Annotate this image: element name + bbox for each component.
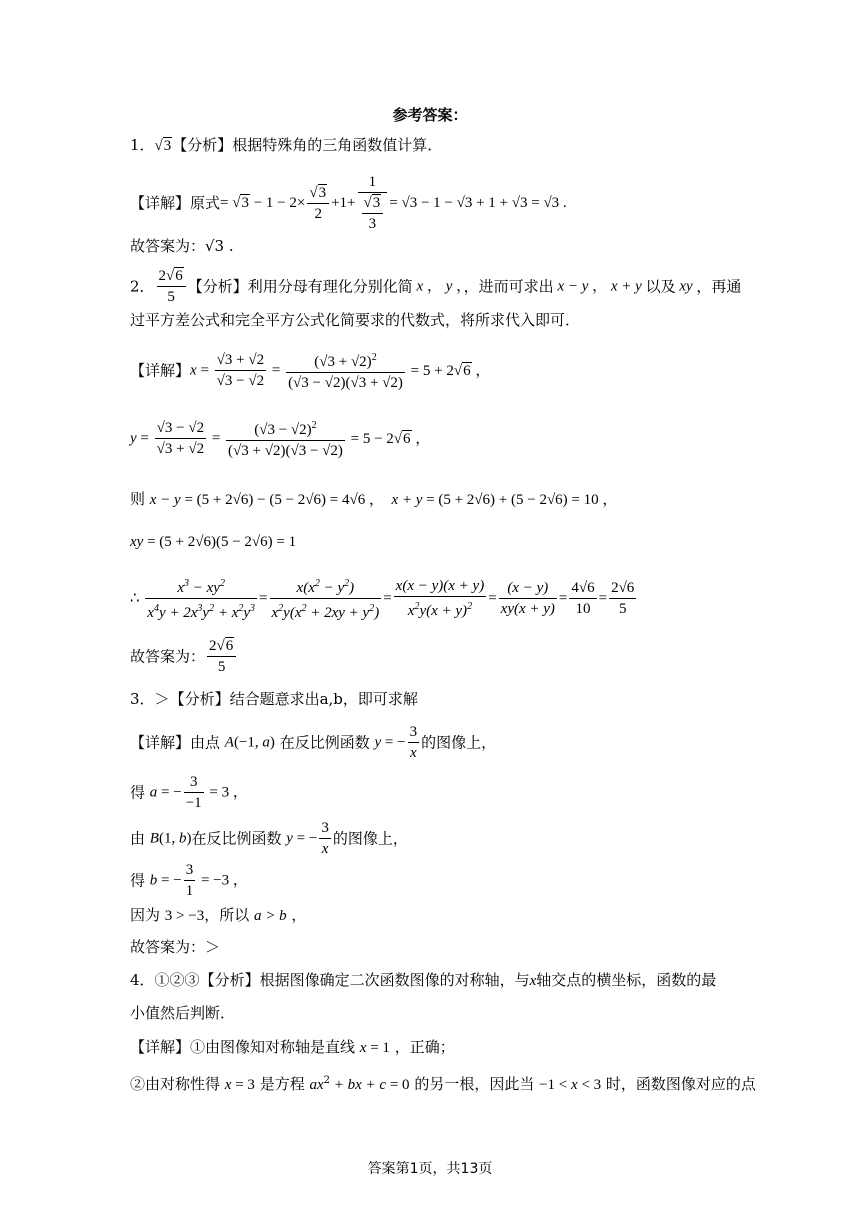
q3-detail-4: 得 b = − $\frac{3}{1}$ = −3 ， [130,862,248,899]
page-footer: 答案第1页，共13页 [367,1161,493,1177]
q2-diff-sum-line: 则 x − y = (5 + 2√6) − (5 − 2√6) = 4√6 ， x + y = (5 + 2√6) + (5 − 2√6) = 10 ， [130,490,618,508]
q4-analysis-cont: 小值然后判断． [130,1004,236,1022]
q2-y-line: y = $\frac{√3 - √2}{√3 + √2}$ = $\frac{(√3 - √2)^2}{(√3 + √2)(√3 - √2)}$ = 5 − 2√6 ， [130,416,430,461]
q3-detail-3: 由 B(1, b)在反比例函数 y = − $\frac{3}{x}$ 的图像上， [130,820,408,857]
q2-x-line: 【详解】x = $\frac{√3 + √2}{√3 - √2}$ = $\frac{(√3 + √2)^2}{(√3 - √2)(√3 + √2)}$ = 5 + 2√6 ， [130,348,490,393]
q4-detail-2: ②由对称性得 x = 3 是方程 $ax^2$ + bx + c = 0 的另一根，因此当 −1 < x < 3 时，函数图像对应的点 [130,1075,756,1093]
q3-answer: ＞ [154,690,170,708]
q2-analysis-cont: 过平方差公式和完全平方公式化简要求的代数式，将所求代入即可． [130,311,581,329]
page-title: 参考答案： [392,106,468,124]
q1-number: 1． [130,136,155,154]
q1-answer: √3 [154,138,172,154]
q3-number: 3． [130,690,155,708]
q1-detail-label: 【详解】原式 [130,194,221,212]
q1-analysis: 【分析】根据特殊角的三角函数值计算． [172,136,443,154]
q3-conclusion: 故答案为：＞ [130,938,221,956]
q1-conclusion: 故答案为：√3 . [130,237,234,255]
q2-header: 2． $\frac{2√6}{5}$ 【分析】利用分母有理化分别化简 x ， y ，，进而可求出 x − y ， x + y 以及 xy ，再通 [130,268,742,305]
q2-number: 2． [130,277,155,296]
q3-analysis: 【分析】结合题意求出a,b，即可求解 [169,690,418,708]
q3-header [130,688,418,710]
q1-detail: 【详解】原式= √3 − 1 − 2× $\frac{√3}{2}$ +1+ $\frac{1}{\frac{√3}{3}}$ = √3 − 1 − √3 + 1 + √3 = √3 . [130,174,567,232]
q2-xy-line: xy = (5 + 2√6)(5 − 2√6) = 1 [130,534,297,550]
q2-conclusion: 故答案为： $\frac{2√6}{5}$ [130,636,238,677]
q4-header: 4．①②③【分析】根据图像确定二次函数图像的对称轴，与x轴交点的横坐标，函数的最 [130,971,717,989]
q2-therefore-line: ∴ $\frac{x^3 - xy^2}{x^4y + 2x^3y^2 + x^2y^3}$ = $\frac{x(x^2 - y^2)}{x^2y(x^2 + 2xy + y^2)}$ = $\frac{x(x - y)(x + y)}{x^2y(x + y)^2}$ = $\frac{(x - y)}{xy(x + y)}$ = $\frac{4√6}{10}$ = $\frac{2√6}{5}$ [130,574,638,623]
q3-detail-5: 因为 3 > −3，所以 a > b ， [130,906,307,924]
q1-header [130,134,442,157]
q3-detail-1: 【详解】由点 A(−1, a) 在反比例函数 y = − $\frac{3}{x}$ 的图像上， [130,724,497,761]
q4-detail-1: 【详解】①由图像知对称轴是直线 x = 1 ，正确； [130,1038,455,1056]
q4-answer: ①②③ [154,971,200,989]
q2-answer: $\frac{2√6}{5}$ [157,266,186,307]
q3-detail-2: 得 a = − $\frac{3}{-1}$ = 3 ， [130,774,248,811]
q4-number: 4． [130,971,155,989]
